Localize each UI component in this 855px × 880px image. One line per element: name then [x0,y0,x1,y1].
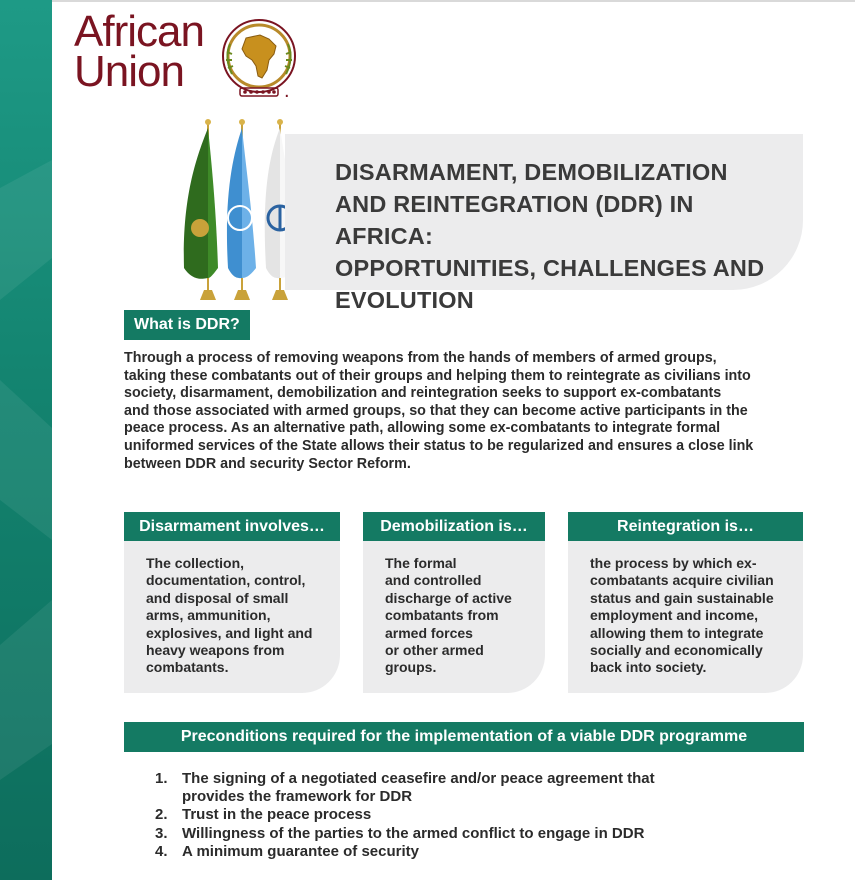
card-line: employment and income, [590,607,759,624]
card-body [363,541,545,693]
disarmament-card [124,512,340,694]
logo-line-2: Union [74,47,184,96]
card-line: back into society. [590,659,707,676]
card-line: armed forces [385,624,473,641]
card-line: and controlled [385,572,482,589]
logo-line-1: African [74,7,204,56]
title-line: DISARMAMENT, DEMOBILIZATION [335,159,728,185]
list-item-text: Trust in the peace process [182,806,372,824]
demobilization-card [363,512,545,694]
logo-registered-mark: . [284,80,290,102]
page-title [335,156,775,316]
sidebar-band [0,0,52,880]
list-number: 1. [155,770,168,787]
ddr-intro-paragraph [124,350,804,473]
card-line: allowing them to integrate [590,624,764,641]
intro-line: taking these combatants out of their groups and helping them to reintegrate as civilians into [124,367,751,384]
card-line: socially and economically [590,642,763,659]
preconditions-heading: Preconditions required for the implementation of a viable DDR programme [124,722,804,752]
african-union-logo [74,7,304,102]
card-line: arms, ammunition, [146,607,271,624]
intro-line: uniformed services of the State allows their status to be regularized and ensures a close link [124,437,754,454]
card-line: the process by which ex- [590,555,757,571]
logo-wordmark [74,7,204,96]
reintegration-card [568,512,803,694]
list-item-text: The signing of a negotiated ceasefire and/or peace agreement that [182,770,655,787]
card-line: combatants from [385,607,499,624]
card-line: and disposal of small [146,589,289,606]
card-line: documentation, control, [146,572,306,589]
title-line: EVOLUTION [335,287,474,313]
card-line: heavy weapons from [146,642,285,659]
card-line: groups. [385,659,437,676]
card-line: The collection, [146,555,245,571]
intro-line: and those associated with armed groups, so that they can become active participants in the [124,402,748,419]
card-heading: Demobilization is… [363,512,545,541]
card-line: The formal [385,555,457,571]
list-number: 2. [155,806,168,824]
preconditions-list [155,770,715,861]
card-line: or other armed [385,642,484,659]
card-heading: Reintegration is… [568,512,803,541]
list-item [155,825,715,843]
top-divider [52,0,855,2]
card-line: status and gain sustainable [590,589,774,606]
list-item-text: A minimum guarantee of security [182,842,419,860]
list-number: 3. [155,824,168,842]
intro-line: peace process. As an alternative path, allowing some ex-combatants to integrate formal [124,420,721,437]
list-item [155,806,715,824]
card-heading: Disarmament involves… [124,512,340,541]
list-item [155,770,715,806]
what-is-ddr-heading: What is DDR? [124,310,250,340]
card-line: combatants acquire civilian [590,572,774,589]
intro-line: Through a process of removing weapons from the hands of members of armed groups, [124,350,717,366]
card-line: combatants. [146,659,229,676]
intro-line: society, disarmament, demobilization and reintegration seeks to support ex-combatants [124,385,722,402]
card-body [124,541,340,693]
list-number: 4. [155,842,168,860]
list-item [155,843,715,861]
list-item-text: provides the framework for DDR [182,788,413,806]
card-body [568,541,803,693]
card-line: explosives, and light and [146,624,313,641]
title-panel [285,134,803,313]
intro-line: between DDR and security Sector Reform. [124,455,411,472]
title-line: AND REINTEGRATION (DDR) IN AFRICA: [335,191,694,249]
card-line: discharge of active [385,589,512,606]
list-item-text: Willingness of the parties to the armed conflict to engage in DDR [182,824,645,842]
title-line: OPPORTUNITIES, CHALLENGES AND [335,255,765,281]
